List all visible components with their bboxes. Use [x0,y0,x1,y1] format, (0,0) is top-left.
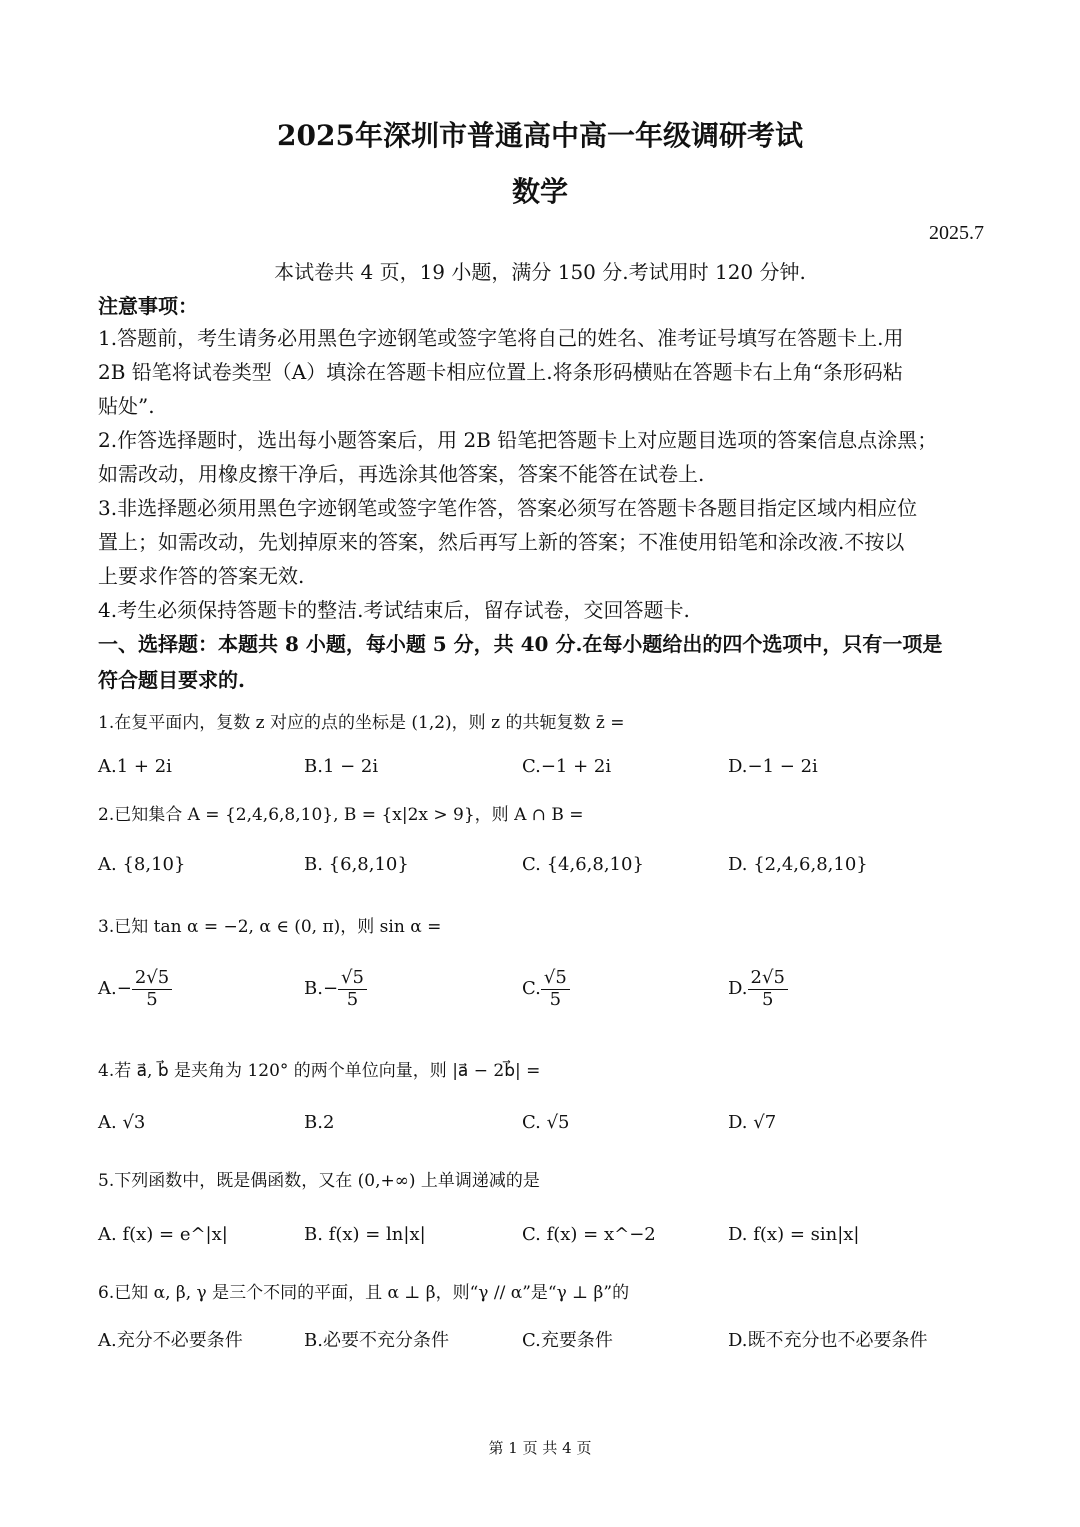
q1-option-a: A.1 + 2i [98,756,172,777]
fraction-numerator: 2√5 [748,968,788,990]
question-5-stem: 5.下列函数中，既是偶函数，又在 (0,+∞) 上单调递减的是 [98,1171,540,1191]
notice-line: 上要求作答的答案无效. [98,564,305,588]
section-heading-cont: 符合题目要求的. [98,668,245,692]
question-1-stem: 1.在复平面内，复数 z 对应的点的坐标是 (1,2)，则 z 的共轭复数 z̄ = [98,713,625,733]
q5-option-b: B. f(x) = ln|x| [304,1224,426,1245]
q1-option-d: D.−1 − 2i [728,756,818,777]
notice-line: 2.作答选择题时，选出每小题答案后，用 2B 铅笔把答题卡上对应题目选项的答案信息点涂黑； [98,428,938,452]
option-label: D. [728,978,748,1000]
notice-line: 3.非选择题必须用黑色字迹钢笔或签字笔作答，答案必须写在答题卡各题目指定区域内相应位 [98,496,918,520]
fraction-denominator: 5 [346,988,359,1010]
notice-heading: 注意事项： [98,294,198,318]
q3-option-b [304,968,367,1010]
notice-line: 如需改动，用橡皮擦干净后，再选涂其他答案，答案不能答在试卷上. [98,462,705,486]
q2-option-c: C. {4,6,8,10} [522,854,644,875]
q1-option-c: C.−1 + 2i [522,756,612,777]
option-label: C. [522,978,541,1000]
page-footer: 第 1 页 共 4 页 [488,1439,592,1457]
q6-option-c: C.充要条件 [522,1330,613,1351]
exam-date: 2025.7 [929,222,984,244]
question-2-stem: 2.已知集合 A = {2,4,6,8,10}, B = {x|2x > 9}，则 A ∩ B = [98,805,584,825]
fraction-numerator: √5 [338,968,367,990]
fraction-denominator: 5 [549,988,562,1010]
option-sign: − [322,978,339,1000]
q2-option-b: B. {6,8,10} [304,854,409,875]
option-sign: − [116,978,132,1000]
q6-option-a: A.充分不必要条件 [98,1330,243,1351]
notice-line: 2B 铅笔将试卷类型（A）填涂在答题卡相应位置上.将条形码横贴在答题卡右上角“条形码粘 [98,360,903,384]
option-label: B. [304,978,323,1000]
fraction [338,968,367,1010]
q4-option-a: A. √3 [98,1112,146,1133]
fraction-denominator: 5 [761,988,774,1010]
exam-title: 2025年深圳市普通高中高一年级调研考试 [277,119,803,152]
q2-option-a: A. {8,10} [98,854,186,875]
q3-option-a [98,968,172,1010]
q6-option-d: D.既不充分也不必要条件 [728,1330,928,1351]
q6-option-b: B.必要不充分条件 [304,1330,449,1351]
q1-option-b: B.1 − 2i [304,756,379,777]
notice-line: 1.答题前，考生请务必用黑色字迹钢笔或签字笔将自己的姓名、准考证号填写在答题卡上.用 [98,326,904,350]
q3-option-d [728,968,788,1010]
option-label: A. [98,978,117,1000]
exam-subject: 数学 [511,175,568,208]
notice-line: 4.考生必须保持答题卡的整洁.考试结束后，留存试卷，交回答题卡. [98,598,690,622]
question-3-stem: 3.已知 tan α = −2, α ∈ (0, π)，则 sin α = [98,917,442,937]
fraction [132,968,172,1010]
exam-intro: 本试卷共 4 页，19 小题，满分 150 分.考试用时 120 分钟. [274,260,806,284]
notice-line: 置上；如需改动，先划掉原来的答案，然后再写上新的答案；不准使用铅笔和涂改液.不按以 [98,530,905,554]
notice-line: 贴处”. [98,394,155,418]
q5-option-a: A. f(x) = e^|x| [98,1224,228,1245]
q5-option-c: C. f(x) = x^−2 [522,1224,656,1245]
question-4-stem: 4.若 a⃗, b⃗ 是夹角为 120° 的两个单位向量，则 |a⃗ − 2b⃗| = [98,1061,541,1081]
fraction-denominator: 5 [146,988,158,1010]
fraction-numerator: √5 [541,968,570,990]
q2-option-d: D. {2,4,6,8,10} [728,854,868,875]
q4-option-c: C. √5 [522,1112,570,1133]
q4-option-d: D. √7 [728,1112,777,1133]
q3-option-c [522,968,570,1010]
q4-option-b: B.2 [304,1112,335,1133]
fraction [541,968,570,1010]
fraction [748,968,788,1010]
section-heading: 一、选择题：本题共 8 小题，每小题 5 分，共 40 分.在每小题给出的四个选项中，只有一项是 [98,632,943,656]
fraction-numerator: 2√5 [132,968,172,990]
q5-option-d: D. f(x) = sin|x| [728,1224,860,1245]
question-6-stem: 6.已知 α, β, γ 是三个不同的平面，且 α ⊥ β，则“γ // α”是“γ ⊥ β”的 [98,1283,630,1303]
